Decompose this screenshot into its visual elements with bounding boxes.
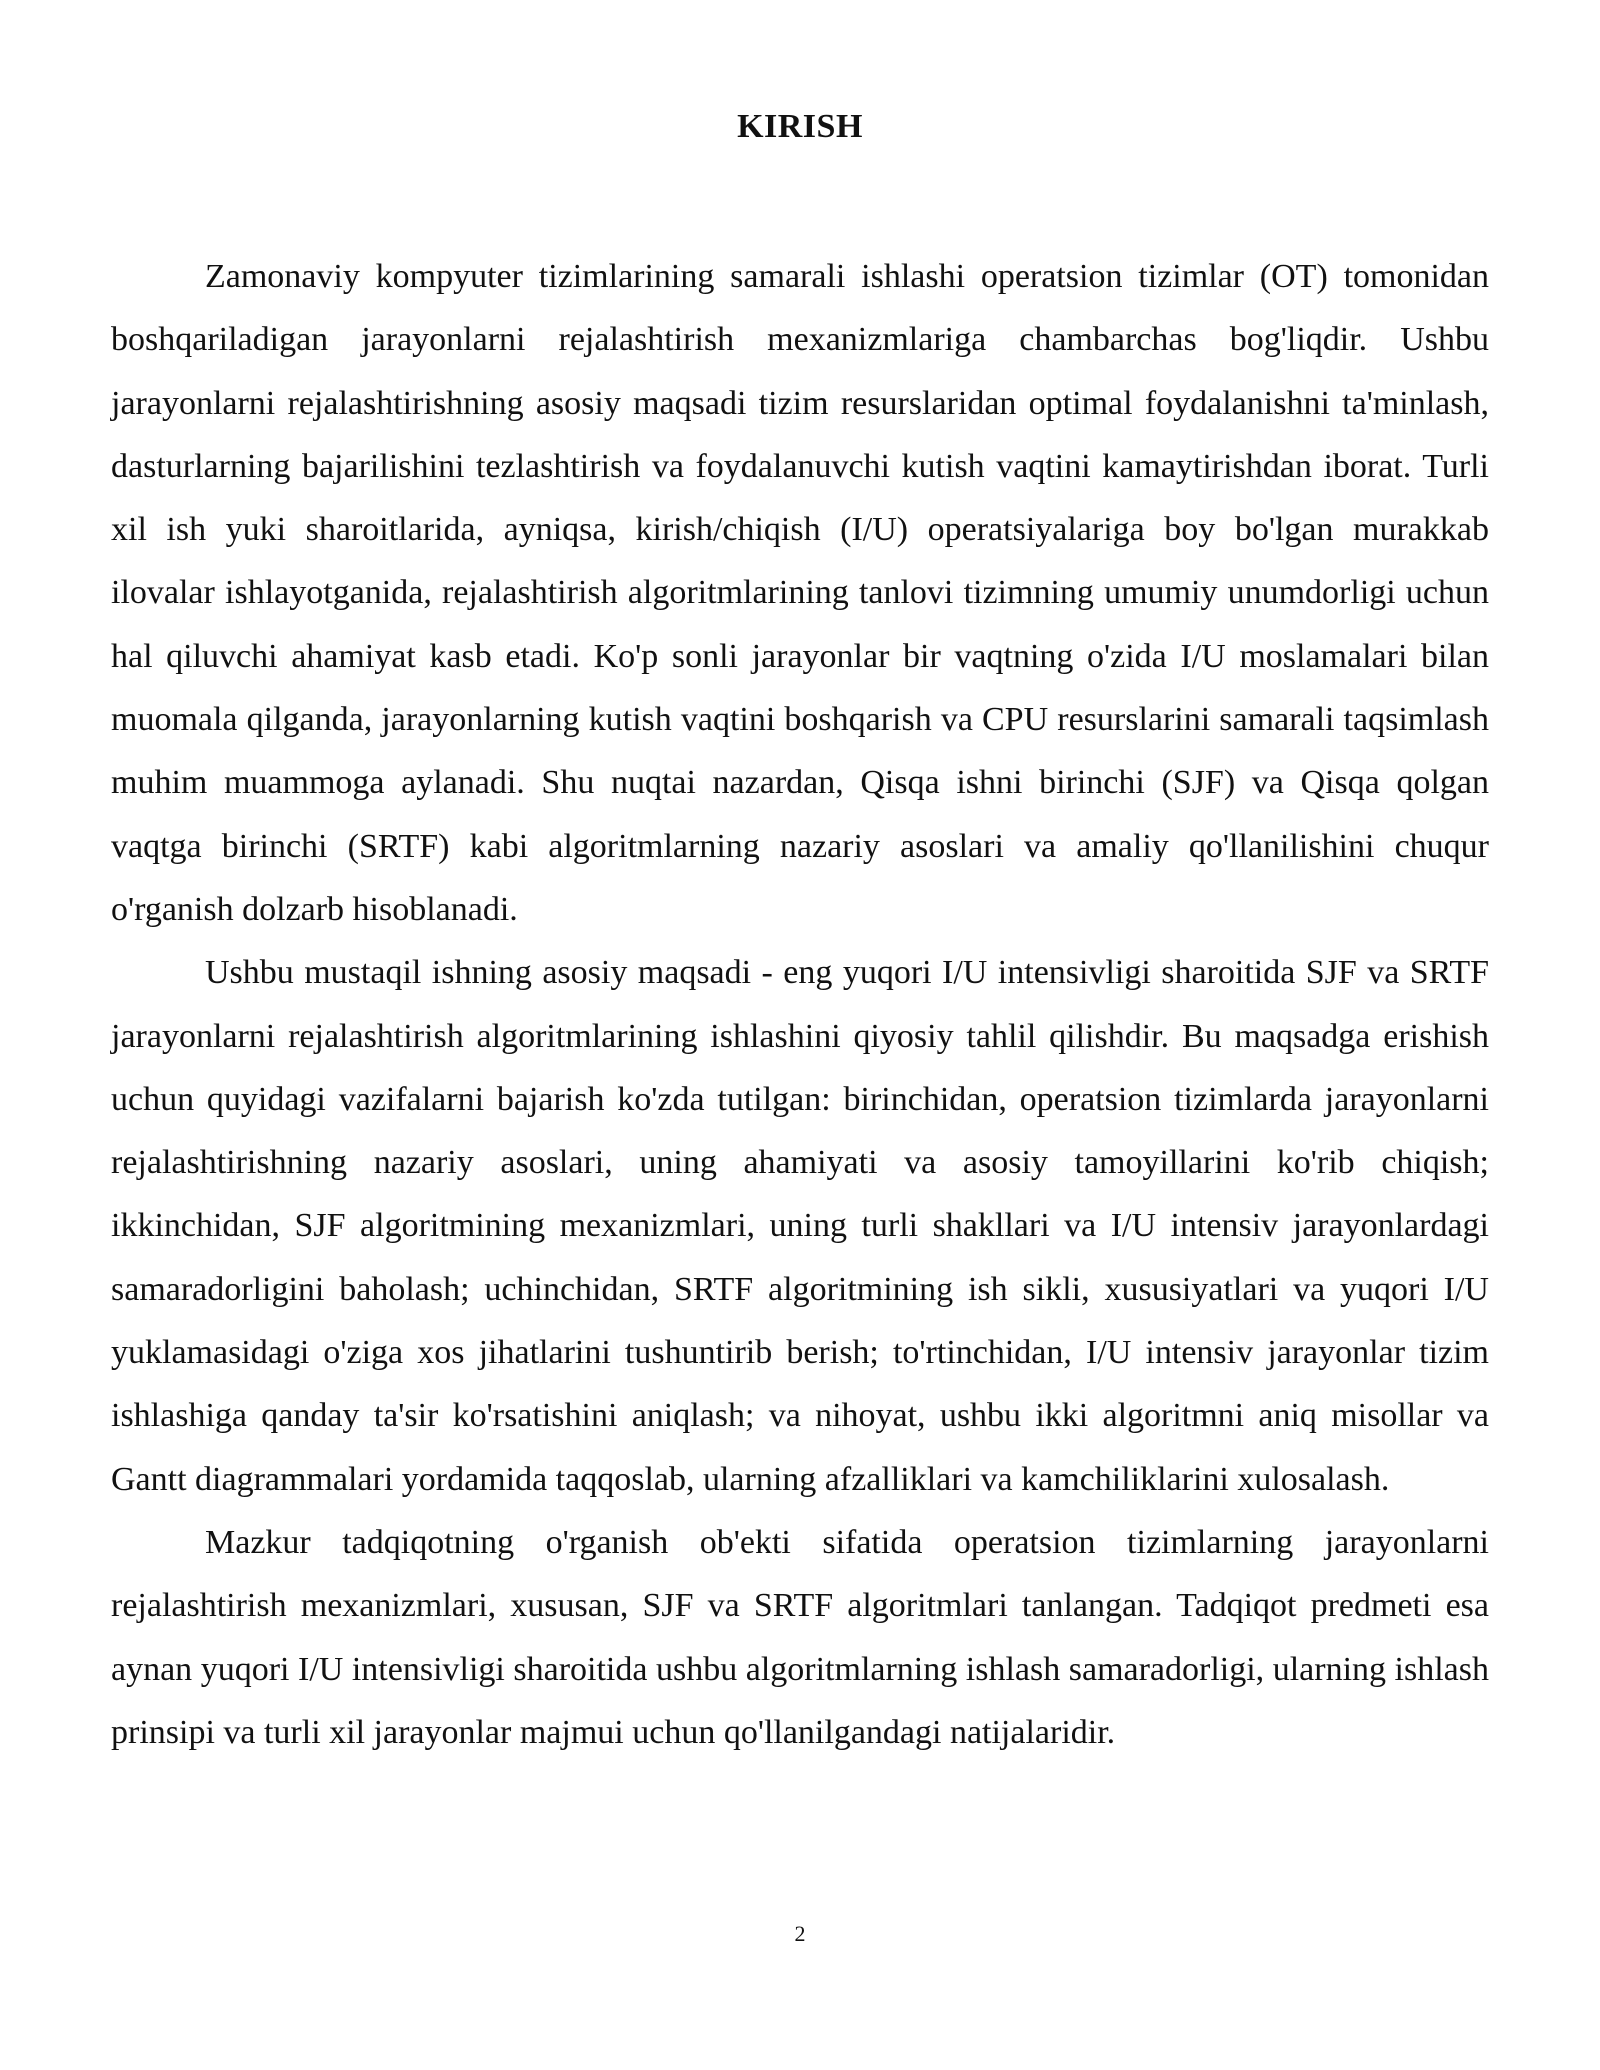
paragraph-research-object: Mazkur tadqiqotning o'rganish ob'ekti sifatida operatsion tizimlarning jarayonlarni rejalashtirish mexanizmlari, xususan, SJF va SRTF algoritmlari tanlangan. Tadqiqot predmeti esa aynan yuqori I/U intensivligi sharoitida ushbu algoritmlarning ishlash samaradorligi, ularning ishlash prinsipi va turli xil jarayonlar majmui uchun qo'llanilgandagi natijalaridir. (111, 1523, 1489, 1751)
paragraph-introduction: Zamonaviy kompyuter tizimlarining samarali ishlashi operatsion tizimlar (OT) tomonidan boshqariladigan jarayonlarni rejalashtirish mexanizmlariga chambarchas bog'liqdir. Ushbu jarayonlarni rejalashtirishning asosiy maqsadi tizim resurslaridan optimal foydalanishni ta'minlash, dasturlarning bajarilishini tezlashtirish va foydalanuvchi kutish vaqtini kamaytirishdan iborat. Turli xil ish yuki sharoitlarida, ayniqsa, kirish/chiqish (I/U) operatsiyalariga boy bo'lgan murakkab ilovalar ishlayotganida, rejalashtirish algoritmlarining tanlovi tizimning umumiy unumdorligi uchun hal qiluvchi ahamiyat kasb etadi. Ko'p sonli jarayonlar bir vaqtning o'zida I/U moslamalari bilan muomala qilganda, jarayonlarning kutish vaqtini boshqarish va CPU resurslarini samarali taqsimlash muhim muammoga aylanadi. Shu nuqtai nazardan, Qisqa ishni birinchi (SJF) va Qisqa qolgan vaqtga birinchi (SRTF) kabi algoritmlarning nazariy asoslari va amaliy qo'llanilishini chuqur o'rganish dolzarb hisoblanadi. (111, 258, 1489, 928)
section-title: KIRISH (737, 108, 863, 145)
page-number: 2 (794, 1921, 806, 1946)
body-text (111, 245, 1489, 1764)
paragraph-goals: Ushbu mustaqil ishning asosiy maqsadi - eng yuqori I/U intensivligi sharoitida SJF va SRTF jarayonlarni rejalashtirish algoritmlarining ishlashini qiyosiy tahlil qilishdir. Bu maqsadga erishish uchun quyidagi vazifalarni bajarish ko'zda tutilgan: birinchidan, operatsion tizimlarda jarayonlarni rejalashtirishning nazariy asoslari, uning ahamiyati va asosiy tamoyillarini ko'rib chiqish; ikkinchidan, SJF algoritmining mexanizmlari, uning turli shakllari va I/U intensiv jarayonlardagi samaradorligini baholash; uchinchidan, SRTF algoritmining ish sikli, xususiyatlari va yuqori I/U yuklamasidagi o'ziga xos jihatlarini tushuntirib berish; to'rtinchidan, I/U intensiv jarayonlar tizim ishlashiga qanday ta'sir ko'rsatishini aniqlash; va nihoyat, ushbu ikki algoritmni aniq misollar va Gantt diagrammalari yordamida taqqoslab, ularning afzalliklari va kamchiliklarini xulosalash. (111, 954, 1489, 1498)
